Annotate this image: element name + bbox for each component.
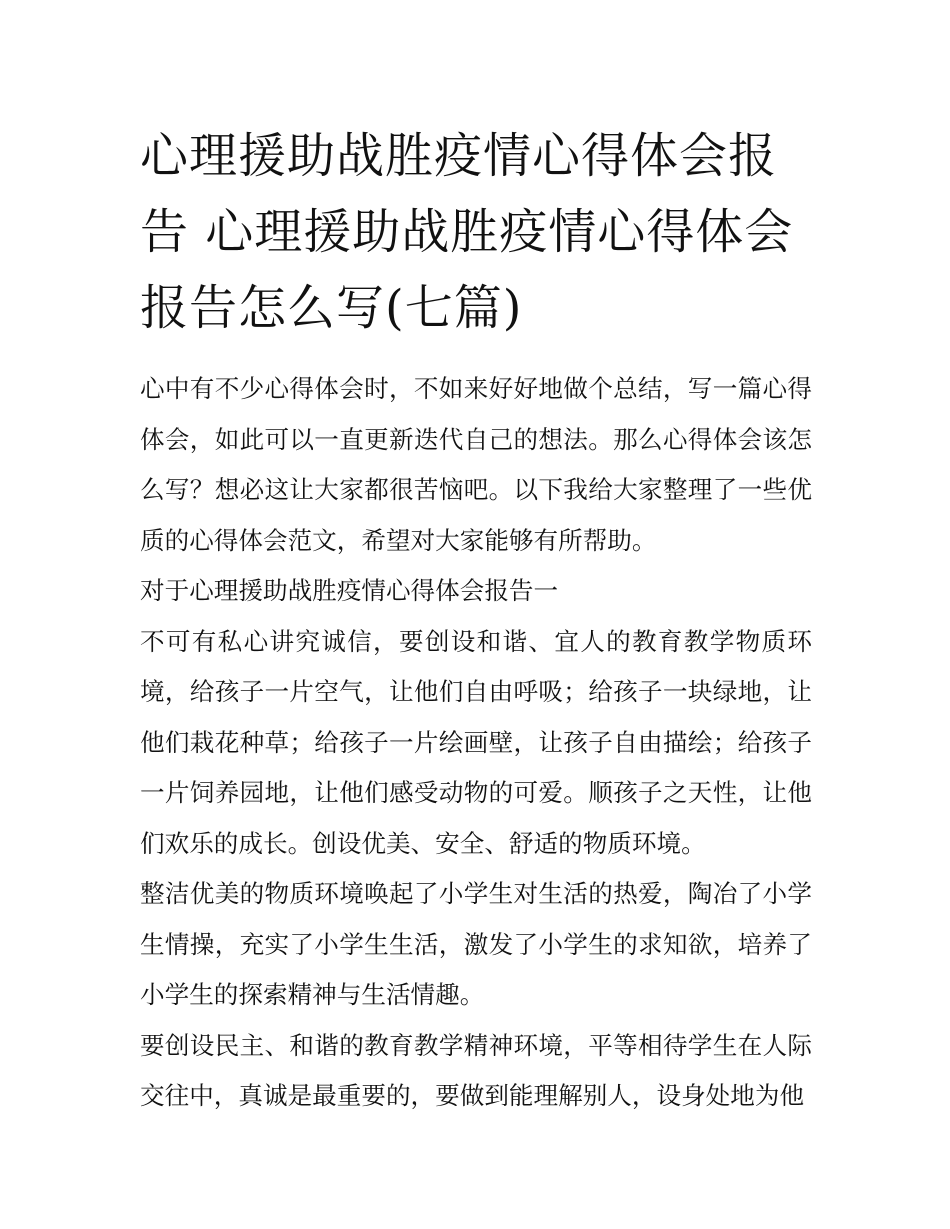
section-heading: 对于心理援助战胜疫情心得体会报告一 [140, 576, 559, 605]
intro-paragraph: 心中有不少心得体会时，不如来好好地做个总结，写一篇心得体会，如此可以一直更新迭代自己的想法。那么心得体会该怎么写？想必这让大家都很苦恼吧。以下我给大家整理了一些优质的心得体会范文，希望对大家能够有所帮助。 [140, 374, 812, 555]
document-title: 心理援助战胜疫情心得体会报告 心理援助战胜疫情心得体会报告怎么写(七篇) [140, 128, 794, 336]
body-paragraph: 整洁优美的物质环境唤起了小学生对生活的热爱，陶冶了小学生情操，充实了小学生生活，激发了小学生的求知欲，培养了小学生的探索精神与生活情趣。 [140, 879, 812, 1009]
document-page [140, 118, 812, 1122]
body-paragraph: 不可有私心讲究诚信，要创设和谐、宜人的教育教学物质环境，给孩子一片空气，让他们自由呼吸；给孩子一块绿地，让他们栽花种草；给孩子一片绘画壁，让孩子自由描绘；给孩子一片饲养园地，让他们感受动物的可爱。顺孩子之天性，让他们欢乐的成长。创设优美、安全、舒适的物质环境。 [140, 626, 812, 858]
document-body [140, 364, 812, 1122]
body-paragraph: 要创设民主、和谐的教育教学精神环境，平等相待学生在人际交往中，真诚是最重要的，要做到能理解别人，设身处地为他 [140, 1030, 812, 1110]
